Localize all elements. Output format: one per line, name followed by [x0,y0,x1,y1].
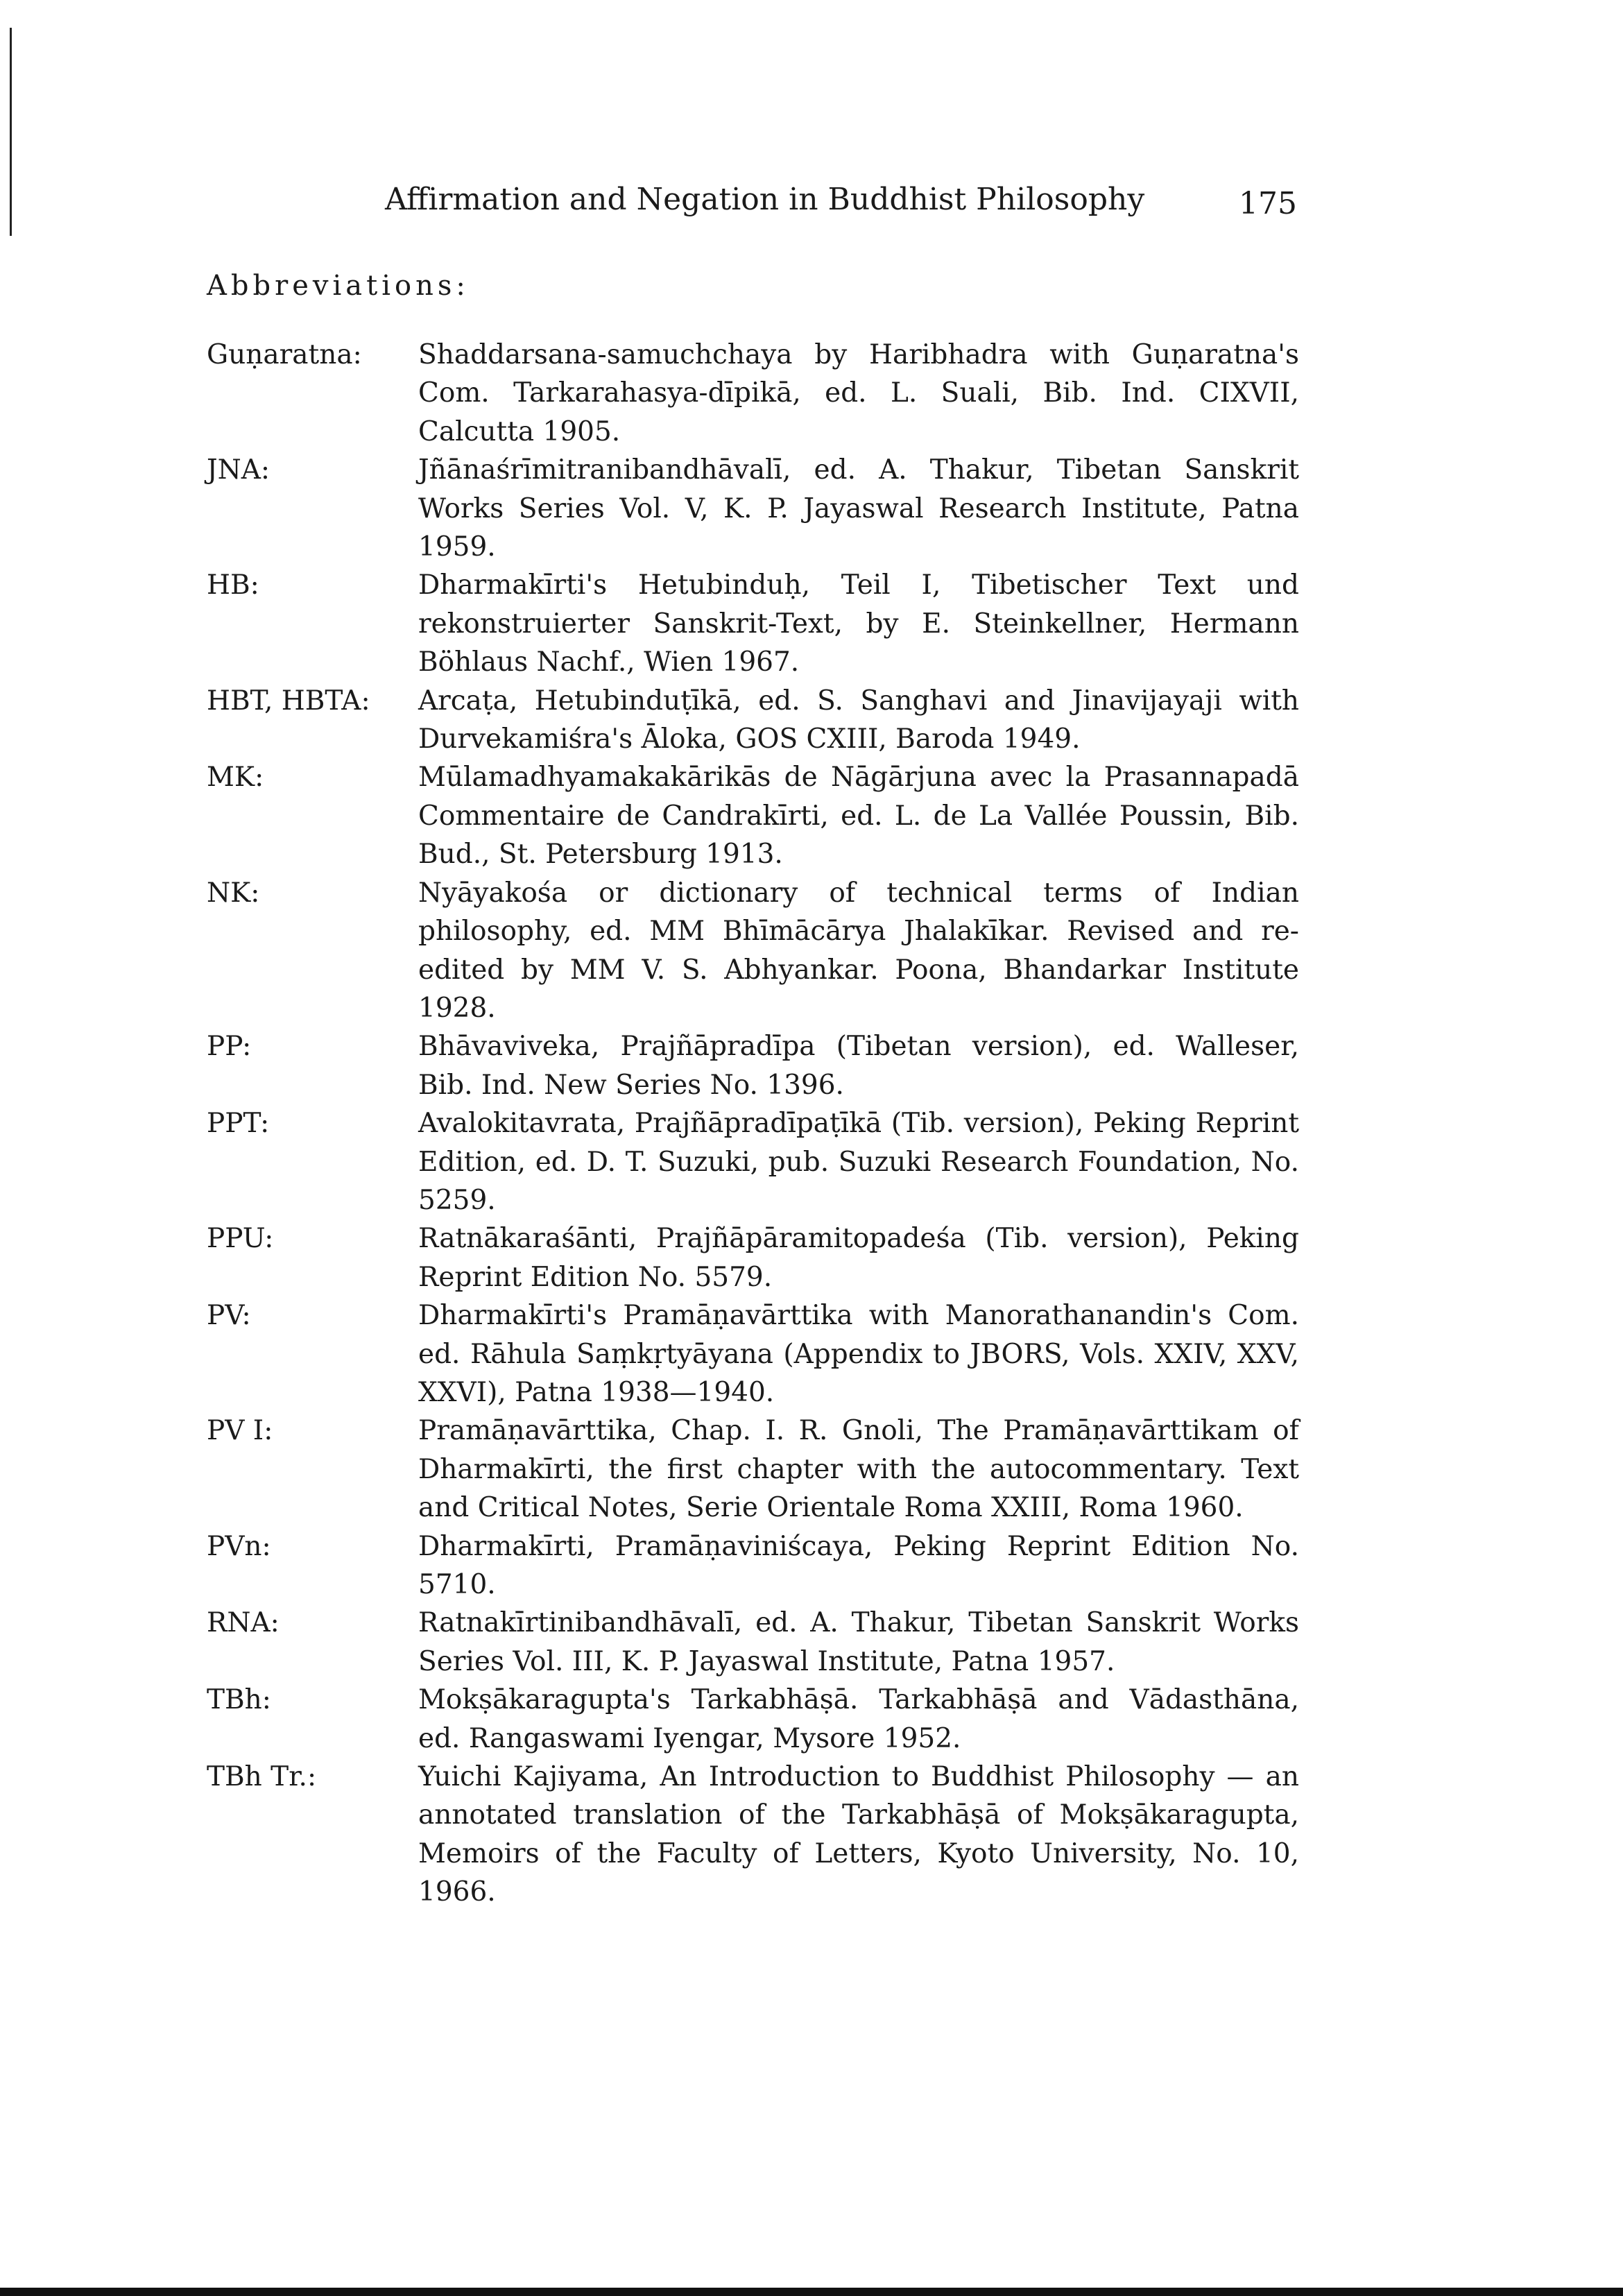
abbreviation-entry [207,336,1299,451]
abbreviation-text: Ratnakīrtinibandhāvalī, ed. A. Thakur, Tibetan Sanskrit Works Series Vol. III, K. P. Jayaswal Institute, Patna 1957. [418,1607,1299,1677]
abbreviation-key: HB: [207,569,259,601]
abbreviation-key: HBT, HBTA: [207,685,370,717]
abbreviation-key: PV I: [207,1415,273,1447]
abbreviation-text: Dharmakīrti's Pramāṇavārttika with Manorathanandin's Com. ed. Rāhula Saṃkṛtyāyana (Appendix to JBORS, Vols. XXIV, XXV, XXVI), Patna 1938—1940. [418,1300,1299,1408]
abbreviation-text: Nyāyakośa or dictionary of technical terms of Indian philosophy, ed. MM Bhīmācārya Jhalakīkar. Revised and re-edited by MM V. S. Abhyankar. Poona, Bhandarkar Institute 1928. [418,877,1299,1024]
abbreviation-text: Yuichi Kajiyama, An Introduction to Buddhist Philosophy — an annotated translation of the Tarkabhāṣā of Mokṣākaragupta, Memoirs of the Faculty of Letters, Kyoto University, No. 10, 1966. [418,1761,1299,1908]
page-number: 175 [1239,186,1297,221]
running-title: Affirmation and Negation in Buddhist Philosophy [385,182,1145,217]
abbreviation-text: Arcaṭa, Hetubinduṭīkā, ed. S. Sanghavi and Jinavijayaji with Durvekamiśra's Āloka, GOS CXIII, Baroda 1949. [418,685,1299,755]
abbreviation-text: Dharmakīrti, Pramāṇaviniścaya, Peking Reprint Edition No. 5710. [418,1530,1299,1600]
abbreviation-key: Guṇaratna: [207,339,362,370]
running-header [385,179,1297,228]
abbreviation-text: Pramāṇavārttika, Chap. I. R. Gnoli, The Pramāṇavārttikam of Dharmakīrti, the first chapter with the autocommentary. Text and Critical Notes, Serie Orientale Roma XXIII, Roma 1960. [418,1415,1299,1524]
abbreviation-text: Dharmakīrti's Hetubinduḥ, Teil I, Tibetischer Text und rekonstruierter Sanskrit-Text, by E. Steinkellner, Hermann Böhlaus Nachf., Wien 1967. [418,569,1299,678]
abbreviation-text: Mokṣākaragupta's Tarkabhāṣā. Tarkabhāṣā and Vādasthāna, ed. Rangaswami Iyengar, Mysore 1952. [418,1684,1299,1754]
abbreviation-key: JNA: [207,454,270,486]
abbreviation-key: RNA: [207,1607,280,1639]
abbreviation-text: Avalokitavrata, Prajñāpradīpaṭīkā (Tib. version), Peking Reprint Edition, ed. D. T. Suzuki, pub. Suzuki Research Foundation, No. 5259. [418,1108,1299,1216]
abbreviation-text: Shaddarsana-samuchchaya by Haribhadra with Guṇaratna's Com. Tarkarahasya-dīpikā, ed. L. Suali, Bib. Ind. CIXVII, Calcutta 1905. [418,339,1299,447]
scan-bottom-edge [0,2288,1623,2296]
abbreviation-entry [207,1219,1299,1296]
abbreviation-entry [207,1681,1299,1758]
abbreviation-key: PV: [207,1300,251,1332]
abbreviation-text: Mūlamadhyamakakārikās de Nāgārjuna avec la Prasannapadā Commentaire de Candrakīrti, ed. L. de La Vallée Poussin, Bib. Bud., St. Petersburg 1913. [418,762,1299,871]
abbreviation-entry [207,566,1299,681]
page-edge-rule [10,28,12,236]
abbreviation-entry [207,1412,1299,1527]
abbreviation-entry [207,1758,1299,1912]
abbreviation-entry [207,1527,1299,1604]
abbreviation-text: Bhāvaviveka, Prajñāpradīpa (Tibetan version), ed. Walleser, Bib. Ind. New Series No. 1396. [418,1031,1299,1101]
abbreviation-key: PVn: [207,1530,271,1562]
abbreviation-entry [207,451,1299,566]
abbreviation-key: PPT: [207,1108,270,1140]
abbreviation-entry [207,1027,1299,1104]
abbreviation-entry [207,758,1299,873]
abbreviation-key: TBh: [207,1684,271,1716]
abbreviation-key: TBh Tr.: [207,1761,317,1793]
abbreviation-key: MK: [207,762,264,794]
abbreviation-entry [207,1296,1299,1412]
abbreviation-entry [207,874,1299,1028]
abbreviation-text: Ratnākaraśānti, Prajñāpāramitopadeśa (Tib. version), Peking Reprint Edition No. 5579. [418,1223,1299,1293]
abbreviation-list [207,336,1299,1912]
abbreviation-key: PP: [207,1031,252,1063]
abbreviation-key: PPU: [207,1223,274,1255]
abbreviation-entry [207,1104,1299,1219]
abbreviation-key: NK: [207,877,260,909]
abbreviation-entry [207,1604,1299,1681]
section-title: Abbreviations: [207,270,470,302]
abbreviation-entry [207,682,1299,759]
abbreviation-text: Jñānaśrīmitranibandhāvalī, ed. A. Thakur, Tibetan Sanskrit Works Series Vol. V, K. P. Jayaswal Research Institute, Patna 1959. [418,454,1299,563]
